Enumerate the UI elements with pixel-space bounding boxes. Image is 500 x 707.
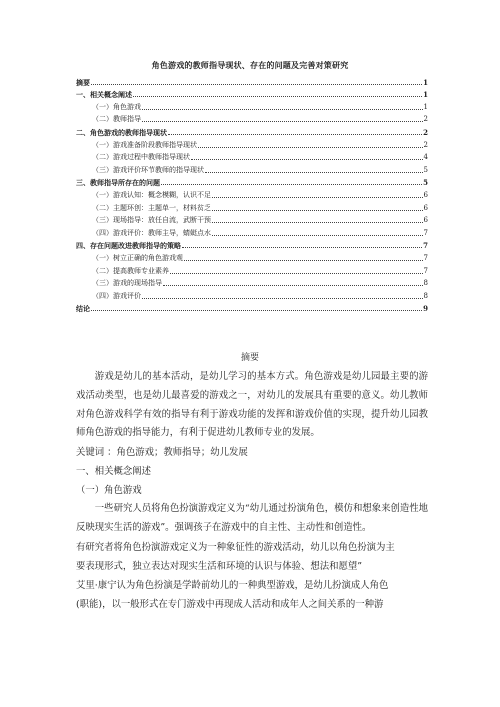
toc-dot-leader — [212, 235, 423, 236]
table-of-contents — [76, 74, 428, 313]
toc-entry-label: （一）角色游戏 — [92, 102, 141, 111]
toc-page-number: 7 — [423, 253, 428, 262]
toc-entry[interactable] — [76, 276, 428, 289]
abstract-paragraph: 游戏是幼儿的基本活动，是幼儿学习的基本方式。角色游戏是幼儿园最主要的游戏活动类型，也是幼儿最喜爱的游戏之一，对幼儿的发展具有重要的意义。幼儿教师对角色游戏科学有效的指导有利于游戏功能的发挥和游戏价值的实现，提升幼儿园教师角色游戏的指导能力，有利于促进幼儿教师专业的发展。 — [76, 371, 428, 439]
toc-dot-leader — [91, 84, 422, 85]
body-line: 要表现形式，独立表达对现实生活和环境的认识与体验、想法和愿望” — [76, 560, 363, 572]
toc-page-number: 4 — [423, 153, 428, 162]
toc-dot-leader — [168, 134, 422, 135]
toc-dot-leader — [212, 210, 423, 211]
toc-page-number: 8 — [423, 291, 428, 300]
toc-entry-label: （四）游戏评价 — [92, 291, 141, 300]
toc-dot-leader — [198, 147, 423, 148]
toc-entry-label: 二、角色游戏的教师指导现状 — [76, 127, 167, 137]
keywords-line: 关键词 ：角色游戏；教师指导；幼儿发展 — [76, 447, 248, 459]
toc-page-number: 5 — [423, 165, 428, 174]
toc-entry[interactable] — [76, 74, 428, 87]
toc-dot-leader — [142, 121, 423, 122]
toc-page-number: 8 — [423, 279, 428, 288]
toc-dot-leader — [91, 310, 422, 311]
toc-entry-label: （三）游戏评价环节教师的指导现状 — [92, 165, 204, 174]
toc-entry[interactable] — [76, 162, 428, 175]
toc-dot-leader — [163, 285, 423, 286]
toc-entry[interactable] — [76, 150, 428, 163]
toc-entry[interactable] — [76, 238, 428, 251]
toc-page-number: 1 — [423, 90, 428, 100]
toc-dot-leader — [142, 298, 423, 299]
toc-page-number: 6 — [423, 203, 428, 212]
toc-page-number: 5 — [423, 178, 428, 188]
toc-entry[interactable] — [76, 99, 428, 112]
toc-dot-leader — [191, 159, 423, 160]
toc-entry-label: 四、存在问题改进教师指导的策略 — [76, 241, 181, 251]
toc-entry[interactable] — [76, 250, 428, 263]
toc-entry-label: 摘要 — [76, 77, 90, 87]
toc-dot-leader — [205, 172, 423, 173]
toc-dot-leader — [212, 222, 423, 223]
toc-entry[interactable] — [76, 124, 428, 137]
toc-entry-label: 三、教师指导所存在的问题 — [76, 178, 160, 188]
toc-entry[interactable] — [76, 200, 428, 213]
toc-entry-label: （二）主题环创：主题单一，材料贫乏 — [92, 203, 211, 212]
toc-page-number: 2 — [423, 127, 428, 137]
toc-entry[interactable] — [76, 137, 428, 150]
document-title: 角色游戏的教师指导现状、存在的问题及完善对策研究 — [151, 60, 349, 70]
subsection-heading: （一）角色游戏 — [76, 485, 142, 497]
body-paragraph: 一些研究人员将角色扮演游戏定义为“幼儿通过扮演角色，模仿和想象来创造性地反映现实生活的游戏”。强调孩子在游戏中的自主性、主动性和创造性。 — [76, 503, 428, 533]
toc-dot-leader — [182, 247, 422, 248]
toc-entry[interactable] — [76, 288, 428, 301]
toc-page-number: 1 — [423, 77, 428, 87]
abstract-section — [76, 368, 428, 614]
toc-page-number: 7 — [423, 228, 428, 237]
toc-entry-label: （一）游戏认知：概念模糊，认识不足 — [92, 190, 211, 199]
toc-entry[interactable] — [76, 112, 428, 125]
toc-entry[interactable] — [76, 213, 428, 226]
toc-entry[interactable] — [76, 301, 428, 314]
toc-dot-leader — [133, 96, 422, 97]
toc-entry-label: （四）游戏评价：教师主导，蜻蜓点水 — [92, 228, 211, 237]
toc-entry-label: （二）提高教师专业素养 — [92, 266, 169, 275]
toc-entry[interactable] — [76, 263, 428, 276]
toc-page-number: 9 — [423, 304, 428, 314]
toc-dot-leader — [170, 273, 423, 274]
toc-dot-leader — [184, 260, 423, 261]
toc-entry-label: （三）现场指导：放任自流，武断干预 — [92, 216, 211, 225]
toc-entry-label: （二）游戏过程中教师指导现状 — [92, 153, 190, 162]
toc-page-number: 6 — [423, 216, 428, 225]
toc-entry-label: 结论 — [76, 304, 90, 314]
toc-page-number: 6 — [423, 190, 428, 199]
body-line: 有研究者将角色扮演游戏定义为一种象征性的游戏活动，幼儿以角色扮演为主 — [76, 541, 395, 553]
body-line: (职能)，以一般形式在专门游戏中再现成人活动和成年人之间关系的一种游 — [76, 598, 384, 610]
toc-entry-label: （一）游戏准备阶段教师指导现状 — [92, 140, 197, 149]
toc-entry[interactable] — [76, 187, 428, 200]
toc-page-number: 2 — [423, 140, 428, 149]
toc-entry[interactable] — [76, 225, 428, 238]
abstract-heading: 摘要 — [240, 353, 259, 363]
body-line: 艾里·康宁认为角色扮演是学龄前幼儿的一种典型游戏，是幼儿扮演成人角色 — [76, 579, 389, 591]
toc-dot-leader — [142, 109, 423, 110]
toc-page-number: 1 — [423, 102, 428, 111]
section-heading: 一、相关概念阐述 — [76, 466, 152, 478]
toc-entry-label: 一、相关概念阐述 — [76, 90, 132, 100]
toc-entry-label: （一）树立正确的角色游戏观 — [92, 253, 183, 262]
toc-entry-label: （三）游戏的现场指导 — [92, 279, 162, 288]
toc-entry-label: （二）教师指导 — [92, 115, 141, 124]
toc-dot-leader — [161, 184, 422, 185]
toc-page-number: 7 — [423, 241, 428, 251]
toc-page-number: 2 — [423, 115, 428, 124]
toc-page-number: 7 — [423, 266, 428, 275]
toc-dot-leader — [212, 197, 423, 198]
toc-entry[interactable] — [76, 87, 428, 100]
toc-entry[interactable] — [76, 175, 428, 188]
